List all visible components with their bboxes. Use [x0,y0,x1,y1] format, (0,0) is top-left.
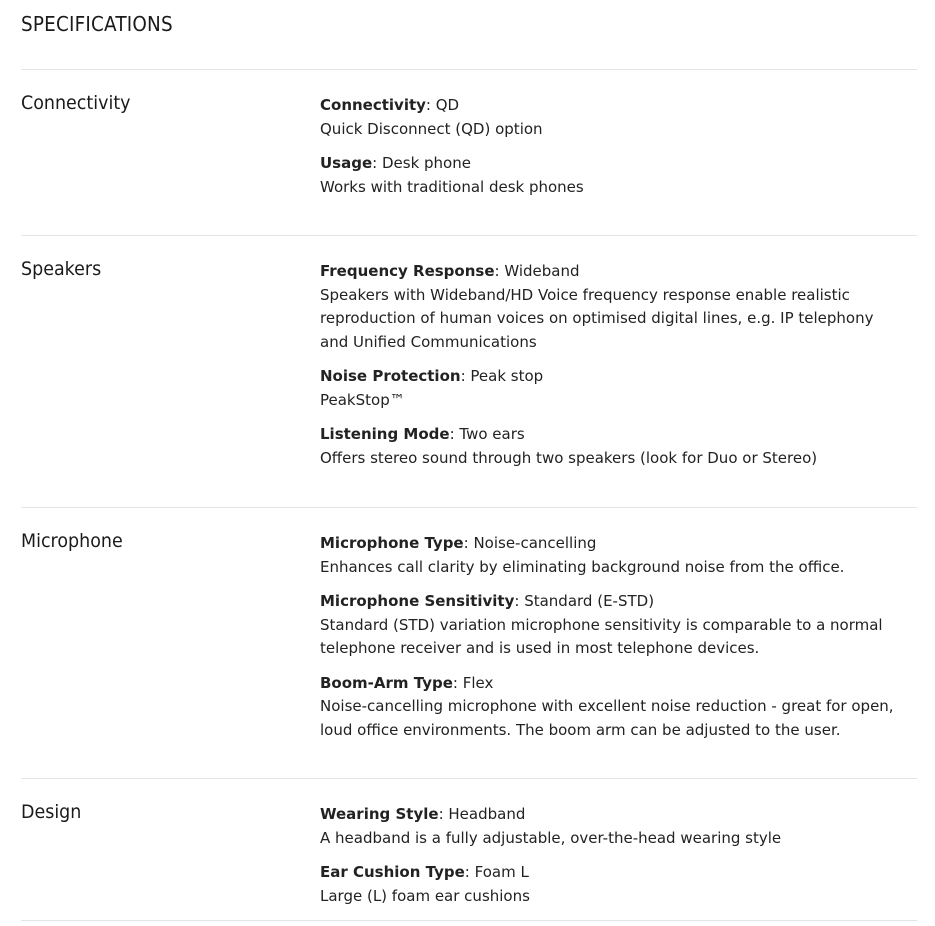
spec-description: Enhances call clarity by eliminating background noise from the office. [320,557,845,576]
spec-value: Flex [462,673,494,692]
page-title: SPECIFICATIONS [21,12,173,36]
spec-item: Usage: Desk phone Works with traditional desk phones [320,152,920,199]
spec-description: Noise-cancelling microphone with excellent noise reduction - great for open, [320,697,894,715]
section-heading: Speakers [21,258,102,280]
spec-value: Desk phone [381,154,471,172]
spec-name: Ear Cushion Type [320,863,465,881]
divider [21,778,917,779]
spec-name: Frequency Response [320,262,495,280]
spec-list [320,260,920,481]
spec-description: Standard (STD) variation microphone sensitivity is comparable to a normal [320,615,883,634]
spec-value: Wideband [504,262,580,280]
section-heading: Microphone [21,530,123,552]
spec-description: loud office environments. The boom arm can be adjusted to the user. [320,720,841,739]
spec-description: and Unified Communications [320,332,537,351]
spec-item: Wearing Style: Headband A headband is a fully adjustable, over-the-head wearing style [320,803,920,850]
spec-list [320,803,920,919]
spec-description: Quick Disconnect (QD) option [320,119,543,138]
spec-description: Speakers with Wideband/HD Voice frequency response enable realistic [320,285,850,304]
spec-description: telephone receiver and is used in most telephone devices. [320,639,760,657]
spec-value: QD [435,96,460,114]
divider [21,507,917,508]
spec-name: Usage [320,154,373,172]
spec-name: Noise Protection [320,367,461,385]
spec-item: Frequency Response: Wideband Speakers with Wideband/HD Voice frequency response enable realistic reproduction of human voices on optimised digital lines, e.g. IP telephony and Unified Communications [320,260,920,354]
spec-item: Ear Cushion Type: Foam L Large (L) foam ear cushions [320,861,920,908]
spec-list [320,532,920,753]
spec-item: Microphone Sensitivity: Standard (E-STD) Standard (STD) variation microphone sensitivity is comparable to a normal telephone receiver and is used in most telephone devices. [320,590,920,661]
spec-name: Connectivity [320,96,426,114]
spec-name: Listening Mode [320,425,450,443]
spec-value: Two ears [459,425,525,443]
spec-item: Noise Protection: Peak stop PeakStop™ [320,365,920,412]
spec-description: PeakStop™ [320,390,405,409]
spec-description: reproduction of human voices on optimised digital lines, e.g. IP telephony [320,309,874,327]
spec-name: Boom-Arm Type [320,673,453,692]
spec-name: Wearing Style [320,805,439,823]
spec-description: Large (L) foam ear cushions [320,886,530,905]
spec-description: A headband is a fully adjustable, over-the-head wearing style [320,828,782,847]
section-heading: Design [21,801,82,823]
section-heading: Connectivity [21,92,131,114]
divider [21,920,917,921]
spec-description: Works with traditional desk phones [320,177,584,196]
divider [21,235,917,236]
spec-value: Foam L [474,863,529,881]
divider [21,69,917,70]
spec-value: Standard (E-STD) [524,592,655,610]
spec-item: Listening Mode: Two ears Offers stereo sound through two speakers (look for Duo or Stereo) [320,423,920,470]
spec-item: Connectivity: QD Quick Disconnect (QD) option [320,94,920,141]
spec-value: Headband [448,805,526,823]
spec-name: Microphone Type [320,534,464,552]
spec-item: Boom-Arm Type: Flex Noise-cancelling microphone with excellent noise reduction - great for open, loud office environments. The boom arm can be adjusted to the user. [320,672,920,743]
spec-value: Noise-cancelling [473,534,597,552]
spec-list [320,94,920,210]
spec-value: Peak stop [470,367,544,385]
spec-description: Offers stereo sound through two speakers (look for Duo or Stereo) [320,448,818,467]
spec-item: Microphone Type: Noise-cancelling Enhances call clarity by eliminating background noise from the office. [320,532,920,579]
spec-name: Microphone Sensitivity [320,592,515,610]
